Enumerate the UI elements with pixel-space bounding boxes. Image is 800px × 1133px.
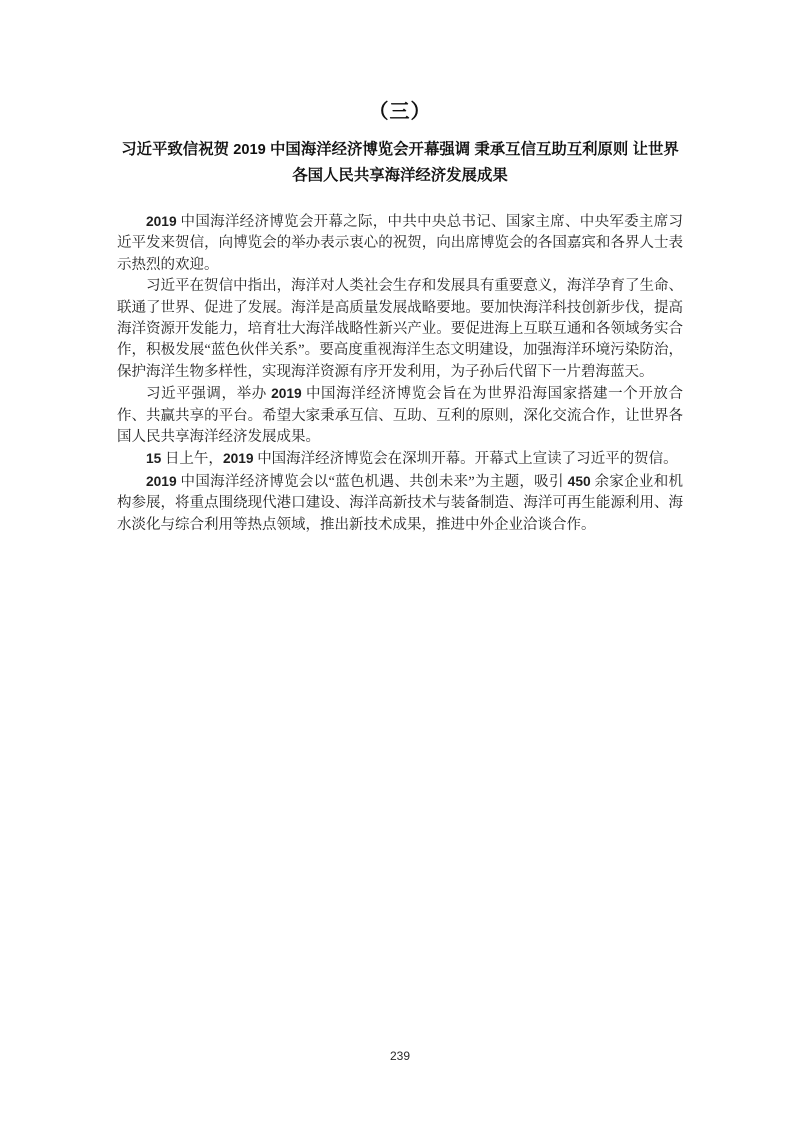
article-body (117, 211, 683, 536)
paragraph-4: 15 日上午，2019 中国海洋经济博览会在深圳开幕。开幕式上宣读了习近平的贺信。 (146, 451, 678, 468)
article-title: 习近平致信祝贺 2019 中国海洋经济博览会开幕强调 秉承互信互助互利原则 让世界各国人民共享海洋经济发展成果 (121, 141, 679, 184)
page-number: 239 (389, 1049, 411, 1063)
paragraph-2: 习近平在贺信中指出，海洋对人类社会生存和发展具有重要意义，海洋孕育了生命、联通了世界、促进了发展。海洋是高质量发展战略要地。要加快海洋科技创新步伐，提高海洋资源开发能力，培育壮大海洋战略性新兴产业。要促进海上互联互通和各领域务实合作，积极发展“蓝色伙伴关系”。要高度重视海洋生态文明建设，加强海洋环境污染防治，保护海洋生物多样性，实现海洋资源有序开发利用，为子孙后代留下一片碧海蓝天。 (117, 278, 683, 380)
paragraph-1: 2019 中国海洋经济博览会开幕之际，中共中央总书记、国家主席、中央军委主席习近平发来贺信，向博览会的举办表示衷心的祝贺，向出席博览会的各国嘉宾和各界人士表示热烈的欢迎。 (117, 214, 683, 273)
paragraph-3: 习近平强调，举办 2019 中国海洋经济博览会旨在为世界沿海国家搭建一个开放合作、共赢共享的平台。希望大家秉承互信、互助、互利的原则，深化交流合作，让世界各国人民共享海洋经济发展成果。 (117, 386, 684, 446)
section-number: （三） (368, 101, 432, 123)
paragraph-5: 2019 中国海洋经济博览会以“蓝色机遇、共创未来”为主题，吸引 450 余家企业和机构参展，将重点围绕现代港口建设、海洋高新技术与装备制造、海洋可再生能源利用、海水淡化与综合利用等热点领域，推出新技术成果，推进中外企业洽谈合作。 (117, 473, 684, 533)
page-content (0, 0, 800, 536)
